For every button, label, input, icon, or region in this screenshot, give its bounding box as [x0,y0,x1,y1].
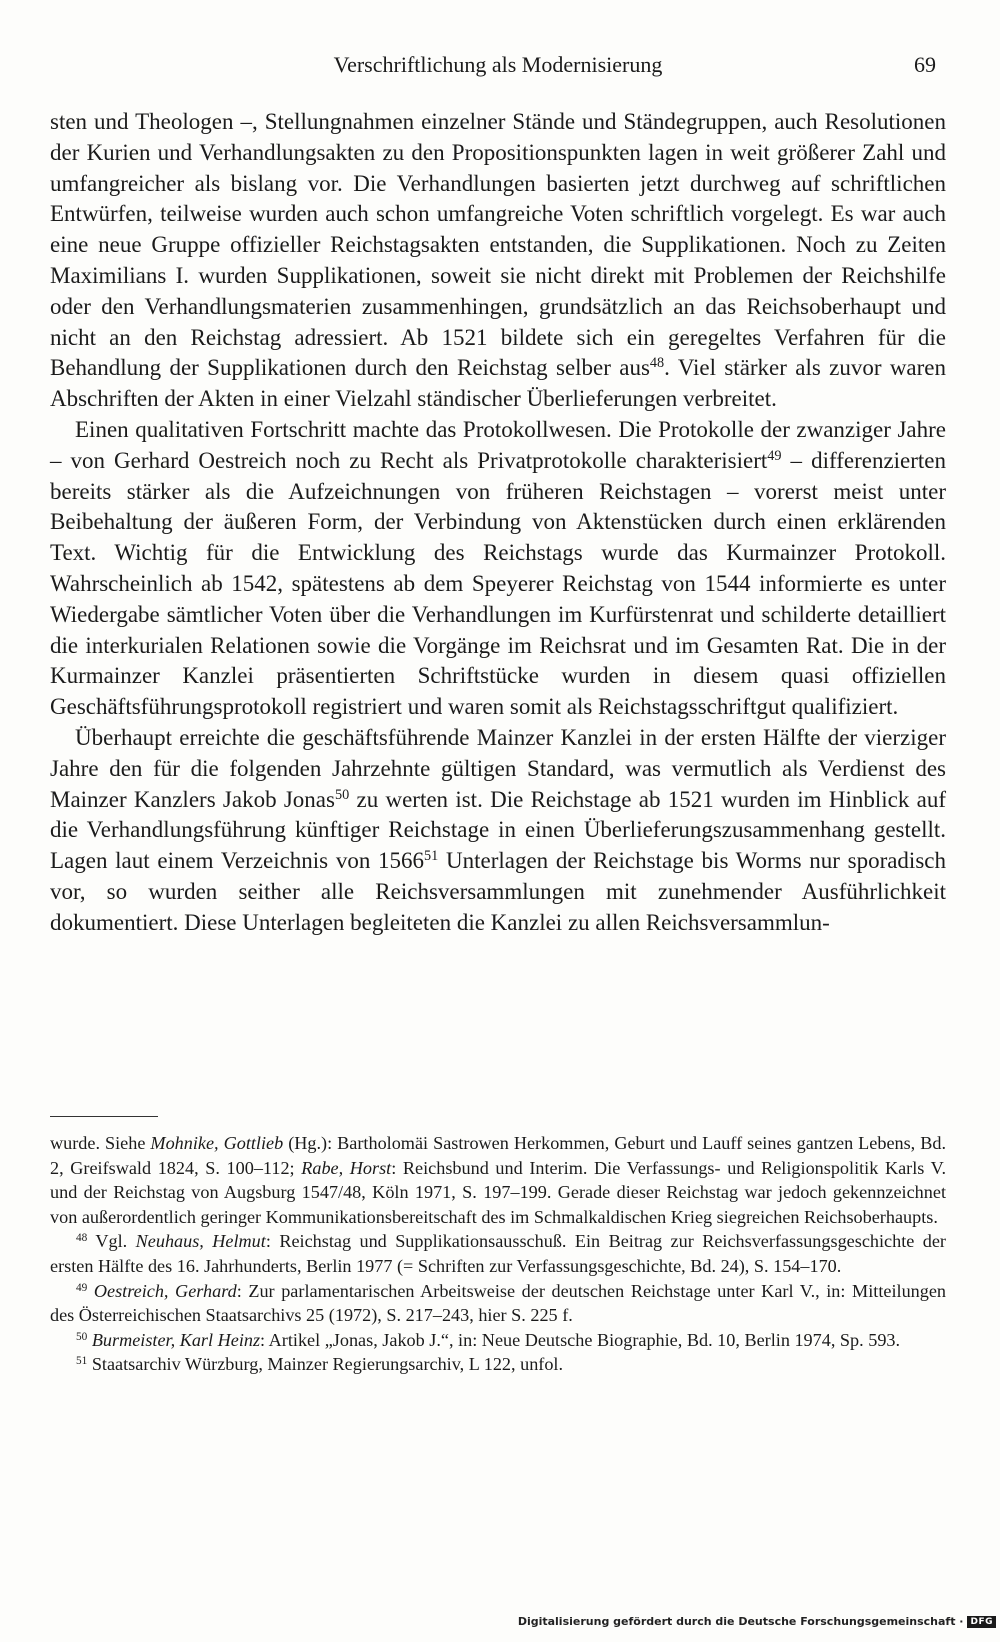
paragraph-1: sten und Theologen –, Stellungnahmen einzelner Stände und Ständegruppen, auch Resolutionen der Kurien und Verhandlungsakten zu den Propositionspunkten lagen in weit größerer Zahl und umfangreicher als bislang vor. Die Verhandlungen basierten jetzt durchweg auf schriftlichen Entwürfen, teilweise wurden auch schon umfangreiche Voten schriftlich vorgelegt. Es war auch eine neue Gruppe offizieller Reichstagsakten entstanden, die Supplikationen. Noch zu Zeiten Maximilians I. wurden Supplikationen, soweit sie nicht direkt mit Problemen der Reichshilfe oder den Verhandlungsmaterien zusammenhingen, grundsätzlich an das Reichsoberhaupt und nicht an den Reichstag adressiert. Ab 1521 bildete sich ein geregeltes Verfahren für die Behandlung der Supplikationen durch den Reichstag selber aus$^{48}$. Viel stärker als zuvor waren Abschriften der Akten in einer Vielzahl ständischer Überlieferungen verbreitet. [50,109,947,412]
footnote-ref-50[interactable]: 50 [334,786,350,803]
footnote-number: 49 [76,1281,88,1294]
footnote-ref-49[interactable]: 49 [767,447,782,464]
footnote-number: 50 [76,1330,88,1343]
running-title: Verschriftlichung als Modernisierung [333,52,663,77]
footnotes [50,1131,946,1377]
footnote-48: $^{48}$ Vgl. Neuhaus, Helmut: Reichstag und Supplikationsausschuß. Ein Beitrag zur Reichsverfassungsgeschichte der ersten Hälfte des 16. Jahrhunderts, Berlin 1977 (= Schriften zur Verfassungsgeschichte, Bd. 24), S. 154–170. [50,1231,946,1276]
page-number: 69 [914,52,936,77]
paragraph-2: Einen qualitativen Fortschritt machte das Protokollwesen. Die Protokolle der zwanziger Jahre – von Gerhard Oestreich noch zu Recht als Privatprotokolle charakterisiert$^{49}$ – differenzierten bereits stärker als die Aufzeichnungen von früheren Reichstagen – vorerst meist unter Beibehaltung der äußeren Form, der Verbindung von Aktenstücken durch einen erklärenden Text. Wichtig für die Entwicklung des Reichstags wurde das Kurmainzer Protokoll. Wahrscheinlich ab 1542, spätestens ab dem Speyerer Reichstag von 1544 informierte es unter Wiedergabe sämtlicher Voten über die Verhandlungen im Kurfürstenrat und schilderte detailliert die interkurialen Relationen sowie die Vorgänge im Reichsrat und im Gesamten Rat. Die in der Kurmainzer Kanzlei präsentierten Schriftstücke wurden in diesem quasi offiziellen Geschäftsführungsprotokoll registriert und waren somit als Reichstagsschriftgut qualifiziert. [50,416,947,720]
digitization-credit [518,1615,996,1628]
footnote-continuation: wurde. Siehe Mohnike, Gottlieb (Hg.): Bartholomäi Sastrowen Herkommen, Geburt und Lauff seines gantzen Lebens, Bd. 2, Greifswald 1824, S. 100–112; Rabe, Horst: Reichsbund und Interim. Die Verfassungs- und Religionspolitik Karls V. und der Reichstag von Augsburg 1547/48, Köln 1971, S. 197–199. Gerade dieser Reichstag war jedoch gekennzeichnet von außerordentlich geringer Kommunikationsbereitschaft des im Schmalkaldischen Krieg siegreichen Reichsoberhaupts. [50,1133,947,1227]
dfg-logo: DFG [967,1616,996,1628]
footnote-50: $^{50}$ Burmeister, Karl Heinz: Artikel „Jonas, Jakob J.“, in: Neue Deutsche Biographie, Bd. 10, Berlin 1974, Sp. 593. [76,1329,901,1350]
main-text [50,107,946,939]
footnote-ref-48[interactable]: 48 [649,355,665,372]
paragraph-3: Überhaupt erreichte die geschäftsführende Mainzer Kanzlei in der ersten Hälfte der vierziger Jahre den für die folgenden Jahrzehnte gültigen Standard, was vermutlich als Verdienst des Mainzer Kanzlers Jakob Jonas$^{50}$ zu werten ist. Die Reichstage ab 1521 wurden im Hinblick auf die Verhandlungsführung künftiger Reichstage in einen Überlieferungszusammenhang gestellt. Lagen laut einem Verzeichnis von 1566$^{51}$ Unterlagen der Reichstage bis Worms nur sporadisch vor, so wurden seither alle Reichsversammlungen mit zunehmender Ausführlichkeit dokumentiert. Diese Unterlagen begleiteten die Kanzlei zu allen Reichsversammlun- [50,724,946,935]
footnote-number: 48 [76,1232,88,1245]
footnote-49: $^{49}$ Oestreich, Gerhard: Zur parlamentarischen Arbeitsweise der deutschen Reichstage unter Karl V., in: Mitteilungen des Österreichischen Staatsarchivs 25 (1972), S. 217–243, hier S. 225 f. [50,1280,947,1326]
footnote-number: 51 [76,1355,88,1368]
running-header [50,50,946,80]
footnote-51: $^{51}$ Staatsarchiv Würzburg, Mainzer Regierungsarchiv, L 122, unfol. [76,1354,564,1375]
footnote-divider [50,1116,158,1117]
credit-text: Digitalisierung gefördert durch die Deutsche Forschungsgemeinschaft · [517,1615,964,1628]
footnote-ref-51[interactable]: 51 [424,848,439,865]
